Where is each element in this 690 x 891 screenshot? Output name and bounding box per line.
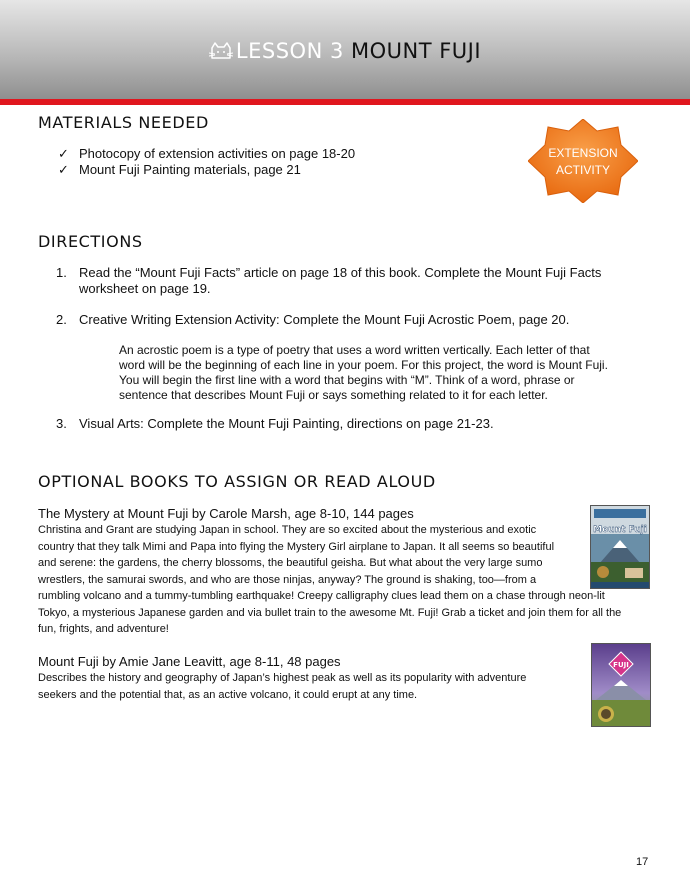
material-text: Mount Fuji Painting materials, page 21 — [79, 162, 301, 177]
paragraph-line: word will be the beginning of each line in your poem. For this project, the word is Mount Fuji. — [119, 358, 608, 372]
description-line: Describes the history and geography of Japan’s highest peak as well as its popularity with adventure — [38, 672, 527, 684]
cat-icon — [209, 41, 233, 65]
description-line: seekers and the potential that, as an active volcano, it could erupt at any time. — [38, 688, 418, 701]
book-title: Mount Fuji by Amie Jane Leavitt, age 8-11, 48 pages — [38, 654, 341, 669]
direction-line: Read the “Mount Fuji Facts” article on page 18 of this book. Complete the Mount Fuji Facts — [79, 265, 602, 280]
cover-title: Mount Fuji — [593, 525, 647, 535]
description-line: country that they talk Mimi and Papa into flying the Mystery Girl airplane to Japan. It all seems so beautiful — [38, 540, 555, 553]
material-text: Photocopy of extension activities on page 18-20 — [79, 146, 356, 161]
direction-line: worksheet on page 19. — [79, 281, 211, 296]
lesson-title — [0, 39, 690, 65]
item-number: 2. — [56, 312, 67, 327]
badge-line-2: ACTIVITY — [555, 163, 610, 177]
book-description — [38, 522, 650, 638]
acrostic-explanation — [119, 343, 654, 403]
header-divider — [0, 99, 690, 105]
description-line: rumbling volcano and a tummy-tumbling earthquake! Creepy calligraphy clues lead them on a chase through neon-lit — [38, 590, 605, 602]
description-line: Tokyo, a mysterious Japanese garden and via bullet train to the awesome Mt. Fuji! Grab a ticket and join them for all the — [38, 606, 622, 619]
direction-text: Visual Arts: Complete the Mount Fuji Painting, directions on page 21-23. — [79, 416, 494, 431]
direction-text — [79, 265, 649, 297]
book-description — [38, 670, 650, 703]
badge-label — [528, 145, 638, 179]
checkmark-icon: ✓ — [58, 146, 69, 161]
paragraph-line: sentence that describes Mount Fuji or says something related to it for each letter. — [119, 388, 548, 402]
item-number: 3. — [56, 416, 67, 431]
paragraph-line: An acrostic poem is a type of poetry that uses a word written vertically. Each letter of that — [119, 343, 590, 357]
item-number: 1. — [56, 265, 67, 280]
badge-line-1: EXTENSION — [548, 146, 618, 160]
checkmark-icon: ✓ — [58, 162, 69, 177]
description-line: wrestlers, the samurai swords, and who are those ninjas, anyway? The ground is shaking, too—from a — [38, 573, 537, 586]
cover-title: FUJI — [613, 661, 629, 669]
extension-activity-badge — [528, 119, 638, 203]
page-number: 17 — [636, 856, 649, 868]
book-entry-2 — [38, 654, 650, 703]
book-entry-1 — [38, 506, 650, 638]
description-line: Christina and Grant are studying Japan in school. They are so excited about the mysterious and exotic — [38, 524, 537, 536]
paragraph-line: You will begin the first line with a word that begins with “M”. Think of a word, phrase or — [119, 373, 575, 387]
lesson-name: MOUNT FUJI — [351, 39, 482, 63]
directions-heading: DIRECTIONS — [38, 232, 143, 251]
books-heading: OPTIONAL BOOKS TO ASSIGN OR READ ALOUD — [38, 472, 436, 491]
list-item — [58, 146, 355, 162]
description-line: fun, frights, and adventure! — [38, 623, 169, 635]
lesson-number: LESSON 3 — [235, 39, 344, 63]
direction-text: Creative Writing Extension Activity: Complete the Mount Fuji Acrostic Poem, page 20. — [79, 312, 570, 327]
materials-heading: MATERIALS NEEDED — [38, 113, 209, 132]
book-cover-image — [590, 505, 650, 589]
materials-list — [58, 146, 355, 178]
book-title: The Mystery at Mount Fuji by Carole Marsh, age 8-10, 144 pages — [38, 506, 414, 521]
book-cover-image — [591, 643, 651, 727]
description-line: and serene: the gardens, the cherry blossoms, the beautiful geisha. But what about the very large sumo — [38, 557, 543, 569]
list-item — [58, 162, 355, 178]
page-header — [0, 0, 690, 100]
